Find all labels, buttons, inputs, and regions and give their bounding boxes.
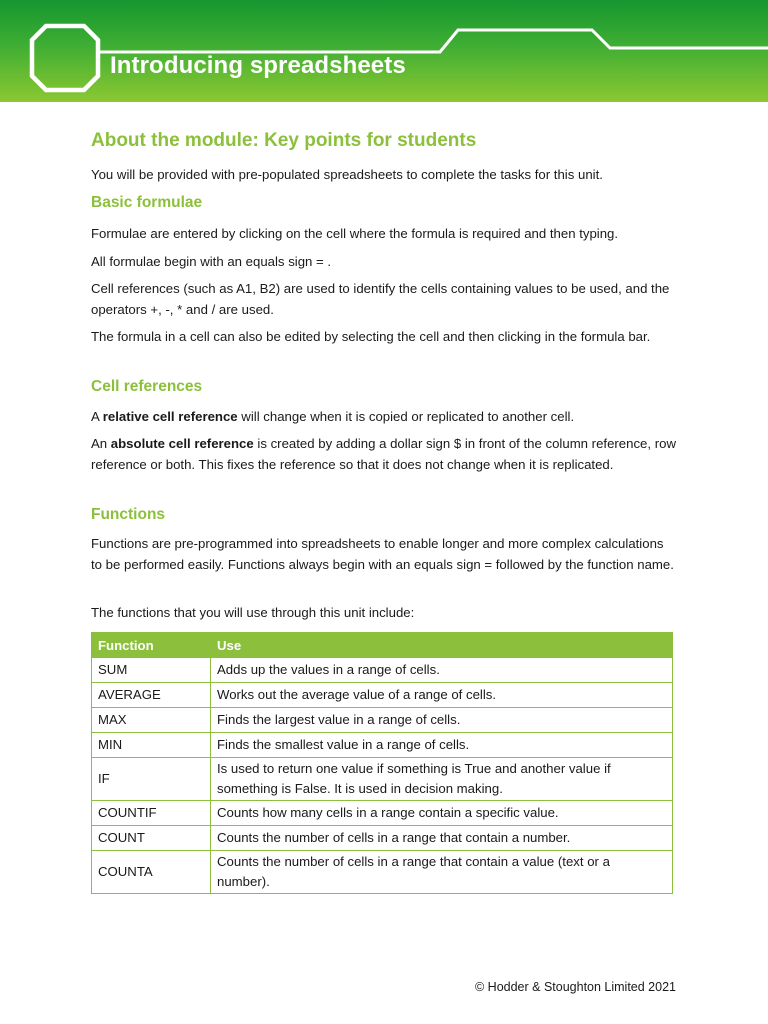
table-row	[92, 658, 673, 683]
table-row	[92, 733, 673, 758]
basic-formulae-p1: Formulae are entered by clicking on the cell where the formula is required and then typing.	[91, 226, 619, 241]
table-row	[92, 826, 673, 851]
functions-table	[91, 632, 673, 894]
function-use-cell: Counts the number of cells in a range that contain a value (text or a number).	[211, 851, 673, 894]
function-name-cell: COUNTA	[92, 851, 211, 894]
function-name-cell: AVERAGE	[92, 683, 211, 708]
function-use-cell: Works out the average value of a range of cells.	[211, 683, 673, 708]
banner-decoration	[0, 0, 768, 102]
table-header-use: Use	[211, 633, 673, 658]
table-row	[92, 708, 673, 733]
octagon-logo-icon	[32, 26, 98, 90]
relative-reference-paragraph: A relative cell reference will change when it is copied or replicated to another cell.	[91, 409, 575, 424]
function-use-cell: Is used to return one value if something is True and another value if something is False. It is used in decision making.	[211, 758, 673, 801]
function-name-cell: COUNTIF	[92, 801, 211, 826]
page-title: Introducing spreadsheets	[110, 52, 406, 79]
module-heading: About the module: Key points for students	[91, 130, 477, 151]
functions-heading: Functions	[91, 506, 166, 523]
function-use-cell: Adds up the values in a range of cells.	[211, 658, 673, 683]
cell-references-heading: Cell references	[91, 378, 203, 395]
basic-formulae-p3: Cell references (such as A1, B2) are used to identify the cells containing values to be used, and the operators +, -, * and / are used.	[91, 281, 670, 317]
absolute-reference-term: absolute cell reference	[110, 436, 254, 451]
table-row	[92, 758, 673, 801]
relative-reference-term: relative cell reference	[102, 409, 238, 424]
function-use-cell: Counts the number of cells in a range that contain a number.	[211, 826, 673, 851]
copyright-footer: © Hodder & Stoughton Limited 2021	[474, 980, 676, 994]
header-banner	[0, 0, 768, 102]
function-name-cell: MAX	[92, 708, 211, 733]
table-header-row	[92, 633, 673, 658]
basic-formulae-p2: All formulae begin with an equals sign = .	[91, 254, 332, 269]
function-name-cell: IF	[92, 758, 211, 801]
basic-formulae-heading: Basic formulae	[91, 194, 203, 211]
function-name-cell: COUNT	[92, 826, 211, 851]
table-row	[92, 851, 673, 894]
function-use-cell: Finds the smallest value in a range of cells.	[211, 733, 673, 758]
module-intro: You will be provided with pre-populated spreadsheets to complete the tasks for this unit.	[91, 167, 603, 182]
table-row	[92, 801, 673, 826]
functions-p2: The functions that you will use through this unit include:	[91, 605, 415, 620]
absolute-reference-paragraph: An absolute cell reference is created by adding a dollar sign $ in front of the column reference, row reference or both. This fixes the reference so that it does not change when it is replicated.	[91, 436, 676, 472]
function-use-cell: Finds the largest value in a range of cells.	[211, 708, 673, 733]
function-use-cell: Counts how many cells in a range contain a specific value.	[211, 801, 673, 826]
function-name-cell: SUM	[92, 658, 211, 683]
basic-formulae-p4: The formula in a cell can also be edited by selecting the cell and then clicking in the formula bar.	[91, 329, 651, 344]
table-row	[92, 683, 673, 708]
functions-p1: Functions are pre-programmed into spreadsheets to enable longer and more complex calculations to be performed easily. Functions always begin with an equals sign = followed by the function name.	[91, 536, 674, 572]
function-name-cell: MIN	[92, 733, 211, 758]
table-header-function: Function	[92, 633, 211, 658]
